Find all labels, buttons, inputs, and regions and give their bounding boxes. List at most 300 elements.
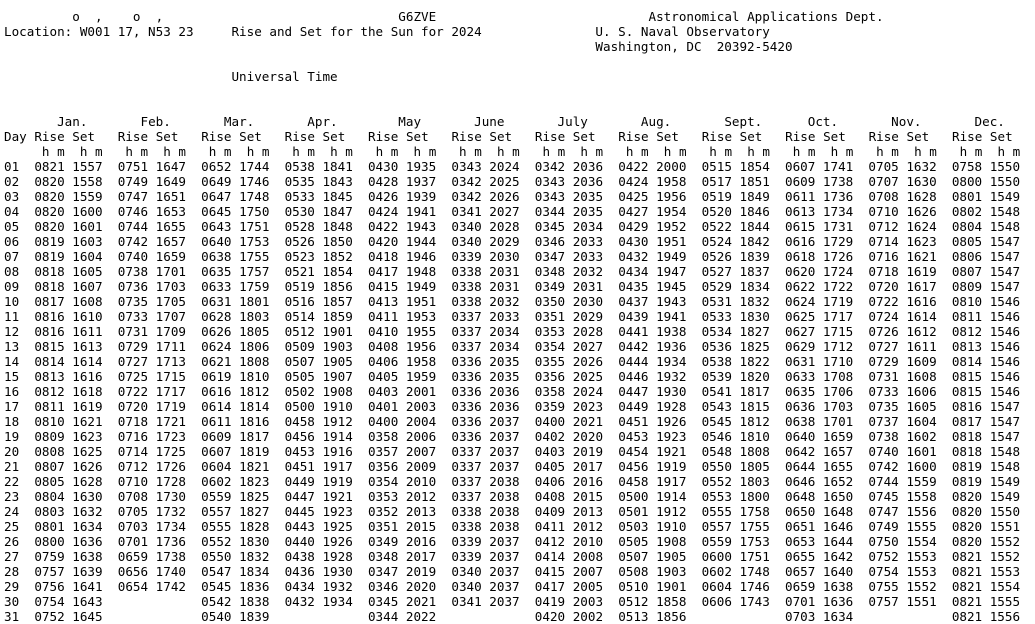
rise-set-times: 0643 1751 [201,219,285,234]
month-label: June [451,114,535,129]
rise-set-times: 0810 1546 [951,294,1035,309]
day-number: 11 [4,309,35,324]
day-row [4,159,1035,174]
rise-set-times: 0526 1850 [284,234,368,249]
rise-set-times: 0813 1546 [951,339,1035,354]
rise-set-times: 0351 2015 [367,519,452,534]
day-number: 10 [4,294,35,309]
units-row [4,144,1035,159]
rise-set-times: 0738 1602 [868,429,952,444]
day-number: 05 [4,219,35,234]
rise-set-times: 0800 1550 [951,174,1035,189]
day-number: 31 [4,609,35,624]
day-number: 27 [4,549,35,564]
month-label: Nov. [868,114,952,129]
rise-set-times: 0722 1616 [868,294,952,309]
rise-set-times: 0816 1610 [34,309,118,324]
rise-set-times: 0451 1926 [618,414,702,429]
rise-set-times: 0804 1630 [34,489,118,504]
rise-set-times: 0418 1946 [367,249,452,264]
rise-set-times: 0347 2019 [367,564,452,579]
rise-set-times: 0552 1803 [701,474,785,489]
rise-set-times: 0744 1559 [868,474,952,489]
rise-set-times: 0815 1613 [34,339,118,354]
rise-set-times: 0445 1923 [284,504,368,519]
day-row [4,219,1035,234]
rise-set-times: 0338 2031 [451,264,535,279]
rise-set-times: 0405 2017 [534,459,619,474]
rise-set-times: 0625 1717 [785,309,869,324]
rise-set-times: 0557 1827 [201,504,285,519]
rise-label: Rise [201,129,240,144]
rise-set-times: 0616 1812 [201,384,285,399]
rise-label: Rise [951,129,990,144]
set-units: h m [739,144,786,159]
rise-set-times: 0336 2037 [451,429,535,444]
rise-set-times: 0524 1842 [701,234,785,249]
rise-set-times: 0458 1912 [284,414,368,429]
header-line-1 [4,9,955,24]
rise-set-times: 0731 1608 [868,369,952,384]
day-column-spacer [4,114,34,129]
rise-set-times: 0438 1928 [284,549,368,564]
rise-set-times: 0342 2025 [451,174,535,189]
rise-set-times: 0754 1553 [868,564,952,579]
rise-set-times: 0819 1549 [951,474,1035,489]
rise-set-times: 0548 1808 [701,444,785,459]
rise-set-times: 0413 1951 [367,294,452,309]
rise-set-times: 0555 1758 [701,504,785,519]
rise-set-times [118,609,201,624]
rise-set-times: 0821 1557 [34,159,118,174]
rise-set-times: 0710 1626 [868,204,952,219]
rise-set-times: 0652 1744 [201,159,285,174]
rise-set-times: 0545 1836 [201,579,285,594]
rise-set-times: 0348 2032 [534,264,619,279]
rise-set-times: 0620 1724 [785,264,869,279]
rise-set-times: 0449 1928 [618,399,702,414]
set-units: h m [489,144,535,159]
rise-set-times: 0557 1755 [701,519,785,534]
rise-set-times: 0736 1703 [117,279,202,294]
rise-set-times: 0820 1549 [951,489,1035,504]
rise-set-times: 0545 1812 [701,414,785,429]
month-label: Mar. [201,114,285,129]
rise-set-times: 0400 2021 [534,414,619,429]
rise-set-times: 0726 1612 [868,324,952,339]
set-label: Set [823,129,869,144]
rise-set-times: 0705 1732 [117,504,202,519]
rise-set-times: 0803 1632 [34,504,118,519]
rise-set-times: 0406 1958 [367,354,452,369]
rise-set-times: 0528 1848 [284,219,368,234]
rise-set-times: 0456 1914 [284,429,368,444]
rise-set-times: 0631 1710 [785,354,869,369]
rise-set-times: 0619 1810 [201,369,285,384]
rise-set-times: 0640 1753 [201,234,285,249]
rise-set-times: 0624 1719 [785,294,869,309]
rise-set-times: 0401 2003 [367,399,452,414]
rise-set-times: 0352 2013 [367,504,452,519]
day-row [4,174,1035,189]
day-row [4,324,1035,339]
day-row [4,294,1035,309]
rise-set-times: 0517 1851 [701,174,785,189]
rise-set-times: 0758 1550 [951,159,1035,174]
set-label: Set [155,129,202,144]
time-basis: Universal Time [231,69,338,84]
rise-set-times: 0638 1755 [201,249,285,264]
rise-set-times: 0516 1857 [284,294,368,309]
rise-set-times: 0809 1623 [34,429,118,444]
rise-set-times: 0819 1603 [34,234,118,249]
month-label: Aug. [618,114,702,129]
day-number: 30 [4,594,35,609]
day-number: 22 [4,474,35,489]
rise-set-times: 0547 1834 [201,564,285,579]
rise-set-times: 0349 2016 [367,534,452,549]
month-label: Feb. [117,114,202,129]
rise-set-times: 0529 1834 [701,279,785,294]
rise-set-times: 0336 2036 [451,384,535,399]
rise-set-times: 0341 2027 [451,204,535,219]
rise-set-times: 0510 1901 [618,579,702,594]
rise-set-times: 0616 1729 [785,234,869,249]
rise-set-times: 0350 2030 [534,294,619,309]
day-number: 23 [4,489,35,504]
rise-set-times: 0522 1844 [701,219,785,234]
rise-set-times: 0340 2028 [451,219,535,234]
rise-set-times: 0651 1646 [785,519,869,534]
rise-set-times: 0500 1910 [284,399,368,414]
rise-set-times: 0546 1810 [701,429,785,444]
month-label: Sept. [701,114,785,129]
rise-set-times: 0425 1956 [618,189,702,204]
rise-set-times: 0649 1746 [201,174,285,189]
rise-set-label-row [4,129,1035,144]
rise-set-times: 0430 1935 [367,159,452,174]
rise-set-times: 0622 1722 [785,279,869,294]
day-row [4,534,1035,549]
rise-units: h m [34,144,73,159]
rise-set-times: 0420 2002 [534,609,619,624]
rise-set-times: 0821 1555 [951,594,1035,609]
day-row [4,459,1035,474]
day-number: 02 [4,174,35,189]
day-row [4,339,1035,354]
rise-set-times: 0336 2037 [451,414,535,429]
set-label: Set [989,129,1035,144]
rise-set-times: 0731 1709 [117,324,202,339]
rise-set-times: 0338 2038 [451,519,535,534]
rise-set-times: 0509 1903 [284,339,368,354]
rise-set-times: 0403 2001 [367,384,452,399]
blank-line [4,54,955,69]
rise-set-times: 0729 1711 [117,339,202,354]
day-number: 13 [4,339,35,354]
set-label: Set [405,129,452,144]
rise-units: h m [868,144,907,159]
rise-set-times: 0815 1546 [951,384,1035,399]
day-row [4,489,1035,504]
rise-units: h m [368,144,406,159]
rise-set-times: 0812 1546 [951,324,1035,339]
rise-set-times: 0703 1634 [785,609,869,624]
month-label: Dec. [951,114,1035,129]
rise-set-times: 0353 2012 [367,489,452,504]
rise-set-times: 0357 2007 [367,444,452,459]
day-row [4,519,1035,534]
rise-set-times: 0505 1908 [618,534,702,549]
day-row [4,264,1035,279]
rise-label: Rise [701,129,740,144]
month-header-row [4,114,1035,129]
rise-set-times: 0712 1726 [117,459,202,474]
rise-set-times: 0820 1600 [34,204,118,219]
rise-set-times: 0650 1648 [785,504,869,519]
rise-set-times: 0633 1759 [201,279,285,294]
rise-set-times: 0817 1547 [951,414,1035,429]
rise-set-times: 0501 1912 [618,504,702,519]
rise-set-times: 0631 1801 [201,294,285,309]
rise-set-times: 0821 1556 [951,609,1035,624]
rise-set-times: 0816 1611 [34,324,118,339]
rise-set-times: 0648 1650 [785,489,869,504]
rise-set-times: 0708 1730 [117,489,202,504]
day-row [4,354,1035,369]
rise-set-times: 0655 1642 [785,549,869,564]
rise-set-times: 0621 1808 [201,354,285,369]
month-label: Apr. [284,114,368,129]
rise-set-times: 0752 1553 [868,549,952,564]
day-number: 25 [4,519,35,534]
rise-set-times: 0502 1908 [284,384,368,399]
rise-set-times: 0645 1750 [201,204,285,219]
rise-set-times: 0714 1623 [868,234,952,249]
rise-set-times: 0539 1820 [701,369,785,384]
rise-set-times: 0345 2021 [367,594,452,609]
rise-set-times: 0813 1616 [34,369,118,384]
rise-set-times: 0647 1748 [201,189,285,204]
rise-set-times [285,609,368,624]
rise-units: h m [534,144,573,159]
rise-set-times: 0604 1821 [201,459,285,474]
rise-set-times: 0341 2037 [451,594,535,609]
set-units: h m [989,144,1035,159]
rise-set-times: 0443 1925 [284,519,368,534]
location-coordinates: Location: W001 17, N53 23 [4,24,232,39]
rise-set-times: 0339 2037 [451,549,535,564]
day-row [4,609,1035,624]
rise-label: Rise [785,129,824,144]
day-row [4,369,1035,384]
rise-set-times: 0531 1832 [701,294,785,309]
rise-set-times: 0727 1611 [868,339,952,354]
rise-units: h m [201,144,240,159]
rise-set-times: 0722 1717 [117,384,202,399]
rise-set-times: 0422 2000 [618,159,702,174]
rise-set-times: 0349 2031 [534,279,619,294]
day-row [4,444,1035,459]
rise-set-times: 0519 1856 [284,279,368,294]
day-row [4,429,1035,444]
rise-set-times: 0735 1705 [117,294,202,309]
rise-set-times: 0801 1634 [34,519,118,534]
rise-set-times: 0340 2029 [451,234,535,249]
rise-set-times: 0354 2010 [367,474,452,489]
rise-set-times: 0814 1614 [34,354,118,369]
header-line-5 [4,69,955,84]
rise-set-times: 0339 2030 [451,249,535,264]
rise-set-times: 0712 1624 [868,219,952,234]
rise-set-times: 0355 2026 [534,354,619,369]
rise-set-times: 0807 1626 [34,459,118,474]
rise-set-times: 0659 1738 [117,549,202,564]
rise-set-times: 0523 1852 [284,249,368,264]
rise-set-times: 0817 1608 [34,294,118,309]
rise-set-times: 0718 1619 [868,264,952,279]
rise-set-times: 0410 1955 [367,324,452,339]
table-title: Rise and Set for the Sun for 2024 [231,24,596,39]
day-row [4,234,1035,249]
rise-set-times: 0657 1640 [785,564,869,579]
rise-set-times: 0343 2036 [534,174,619,189]
rise-set-times: 0604 1746 [701,579,785,594]
rise-set-times: 0434 1932 [284,579,368,594]
day-units-spacer [4,144,34,159]
rise-set-times: 0340 2037 [451,564,535,579]
rise-set-times: 0628 1803 [201,309,285,324]
rise-set-times: 0409 2013 [534,504,619,519]
rise-label: Rise [284,129,323,144]
rise-set-times: 0454 1921 [618,444,702,459]
rise-set-times: 0757 1551 [868,594,952,609]
rise-set-times: 0351 2029 [534,309,619,324]
set-label: Set [322,129,369,144]
rise-set-times: 0818 1547 [951,429,1035,444]
rise-set-times: 0821 1552 [951,549,1035,564]
set-units: h m [155,144,202,159]
rise-set-times: 0808 1625 [34,444,118,459]
rise-set-times: 0428 1937 [367,174,452,189]
day-number: 08 [4,264,35,279]
rise-set-times: 0424 1958 [618,174,702,189]
rise-set-times: 0535 1843 [284,174,368,189]
rise-set-times: 0737 1604 [868,414,952,429]
rise-set-times: 0453 1916 [284,444,368,459]
rise-set-times: 0344 2035 [534,204,619,219]
set-units: h m [72,144,118,159]
day-number: 28 [4,564,35,579]
day-row [4,549,1035,564]
rise-set-times: 0337 2033 [451,309,535,324]
rise-set-times: 0507 1905 [618,549,702,564]
rise-set-times: 0749 1555 [868,519,952,534]
time-basis-spacer [4,69,231,84]
day-row [4,399,1035,414]
rise-set-times: 0618 1726 [785,249,869,264]
day-number: 21 [4,459,35,474]
rise-set-times: 0642 1657 [785,444,869,459]
rise-set-times: 0408 2015 [534,489,619,504]
rise-set-times: 0337 2034 [451,339,535,354]
set-units: h m [656,144,702,159]
rise-set-times: 0339 2037 [451,534,535,549]
rise-set-times: 0358 2006 [367,429,452,444]
rise-set-times: 0635 1706 [785,384,869,399]
rise-set-times: 0820 1552 [951,534,1035,549]
day-number: 01 [4,159,35,174]
rise-set-times: 0508 1903 [618,564,702,579]
day-row [4,594,1035,609]
rise-set-times: 0520 1846 [701,204,785,219]
rise-set-times: 0356 2025 [534,369,619,384]
rise-set-times: 0436 1930 [284,564,368,579]
day-row [4,309,1035,324]
header-spacer [4,39,595,54]
rise-set-times: 0818 1605 [34,264,118,279]
rise-set-times: 0720 1719 [117,399,202,414]
rise-set-times: 0810 1621 [34,414,118,429]
rise-set-times: 0542 1838 [201,594,285,609]
rise-set-times: 0611 1816 [201,414,285,429]
rise-set-times: 0716 1621 [868,249,952,264]
rise-set-times: 0805 1547 [951,234,1035,249]
rise-set-times: 0708 1628 [868,189,952,204]
rise-set-times: 0638 1701 [785,414,869,429]
rise-set-times: 0602 1823 [201,474,285,489]
rise-set-times: 0512 1901 [284,324,368,339]
rise-set-times: 0336 2035 [451,369,535,384]
rise-set-times: 0513 1856 [618,609,702,624]
rise-set-times: 0336 2036 [451,399,535,414]
rise-set-times: 0613 1734 [785,204,869,219]
rise-set-times: 0626 1805 [201,324,285,339]
rise-set-times: 0552 1830 [201,534,285,549]
rise-set-times: 0432 1934 [284,594,368,609]
rise-set-times: 0811 1619 [34,399,118,414]
rise-set-times: 0747 1556 [868,504,952,519]
day-row [4,474,1035,489]
day-number: 16 [4,384,35,399]
rise-set-times: 0818 1548 [951,444,1035,459]
rise-set-times: 0456 1919 [618,459,702,474]
rise-set-times: 0543 1815 [701,399,785,414]
rise-set-times: 0815 1546 [951,369,1035,384]
rise-set-times: 0742 1600 [868,459,952,474]
rise-set-times: 0707 1630 [868,174,952,189]
rise-set-times: 0411 1953 [367,309,452,324]
rise-set-times: 0701 1636 [785,594,869,609]
rise-set-times: 0505 1907 [284,369,368,384]
rise-set-times: 0540 1839 [201,609,285,624]
rise-set-times: 0533 1845 [284,189,368,204]
rise-set-times: 0408 1956 [367,339,452,354]
rise-set-times: 0343 2035 [534,189,619,204]
rise-units: h m [951,144,990,159]
rise-units: h m [785,144,824,159]
header-line-2 [4,24,955,39]
rise-set-times: 0415 2007 [534,564,619,579]
month-label: May [367,114,452,129]
rise-set-times: 0646 1652 [785,474,869,489]
rise-set-times: 0337 2038 [451,489,535,504]
day-row [4,504,1035,519]
rise-set-times: 0435 1945 [618,279,702,294]
rise-set-times: 0738 1701 [117,264,202,279]
rise-set-times: 0538 1841 [284,159,368,174]
rise-units: h m [701,144,740,159]
